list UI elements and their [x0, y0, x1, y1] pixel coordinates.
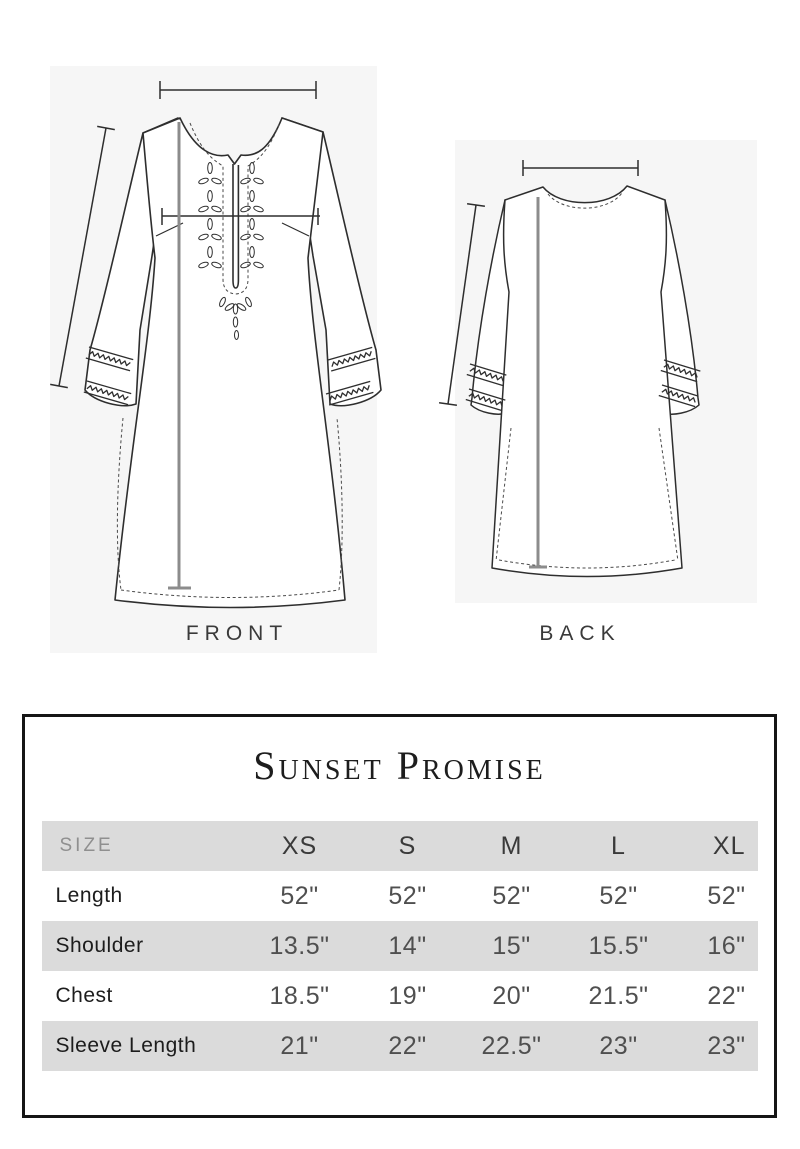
table-row-shoulder [42, 921, 758, 971]
cell-value: 52" [492, 881, 531, 910]
cell-value: 21" [280, 1031, 319, 1060]
cell-value: 52" [599, 881, 638, 910]
cell-value: 15" [492, 931, 531, 960]
table-row-sleeve-length [42, 1021, 758, 1071]
size-col-m: M [500, 831, 523, 860]
cell-value: 52" [388, 881, 427, 910]
cell-value: 18.5" [269, 981, 330, 1010]
cell-value: 20" [492, 981, 531, 1010]
cell-value: 22.5" [481, 1031, 542, 1060]
size-chart-box [22, 714, 777, 1118]
cell-value: 23" [707, 1031, 746, 1060]
cell-value: 14" [388, 931, 427, 960]
cell-value: 19" [388, 981, 427, 1010]
cell-value: 52" [707, 881, 746, 910]
row-label: Shoulder [55, 934, 144, 957]
front-view-label: FRONT [185, 622, 289, 645]
back-view-drawing [466, 186, 701, 577]
front-view-drawing [84, 118, 381, 608]
size-col-s: S [398, 831, 417, 860]
cell-value: 16" [707, 931, 746, 960]
table-row-length [42, 871, 758, 921]
row-label: Chest [55, 984, 113, 1007]
cell-value: 21.5" [588, 981, 649, 1010]
back-view-label: BACK [539, 622, 621, 645]
size-header-label: SIZE [59, 835, 114, 856]
cell-value: 13.5" [269, 931, 330, 960]
row-label: Length [55, 884, 123, 907]
cell-value: 23" [599, 1031, 638, 1060]
cell-value: 52" [280, 881, 319, 910]
size-col-xl: XL [712, 831, 746, 860]
size-col-xs: XS [281, 831, 318, 860]
table-row-chest [42, 971, 758, 1021]
size-table [42, 821, 758, 1071]
row-label: Sleeve Length [55, 1034, 197, 1057]
cell-value: 15.5" [588, 931, 649, 960]
product-title: Sunset Promise [253, 743, 546, 788]
size-col-l: L [611, 831, 626, 860]
cell-value: 22" [388, 1031, 427, 1060]
size-table-header-row [42, 821, 758, 871]
cell-value: 22" [707, 981, 746, 1010]
back-body [492, 186, 682, 577]
front-body [115, 118, 345, 608]
